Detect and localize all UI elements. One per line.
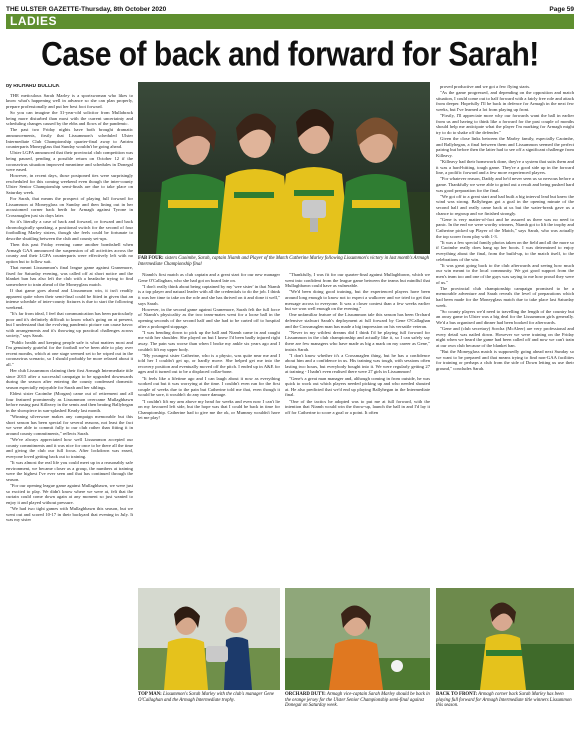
- paragraph: That meant Lissummon's final league game against Granemore, fixed for Saturday evening, was called off at short notice and the blanket ban has also left the club with a headache trying to find somewhere to train ahead of the Moneyglass match.: [6, 265, 133, 287]
- paragraph: "So county players we'd need to travelling the length of the country but an away game in Ulster was a big deal for the Lissummon girls generally. We'd a bus organised and dinner had been booked for afterwards.: [436, 308, 574, 325]
- caption-text: Armagh vice-captain Sarah Marley should be back in the orange jersey for the Ulster Senior Championship semi-final against Donegal on Saturday week.: [285, 692, 430, 709]
- paragraph: However, in recent days, those postponed ties were surprisingly rescheduled for this coming weekend even though the inter-county Ulster Senior Championship semi-finals are due to take place on Saturday week.: [6, 173, 133, 196]
- article-column-3: [285, 272, 430, 582]
- paragraph: Niamh's first match as club captain and a great start for our new manager Gene O'Callaghan, who she had got on board late on.: [138, 272, 280, 283]
- paragraph: "Firstly, I'll appreciate more why our forwards want the ball in earlier from us and having to think like a forward for the past couple of months should help me anticipate what the player I'm marking for Armagh might try to do to shake off the defender.": [436, 113, 574, 135]
- paragraph: One unfamiliar feature of the Lissummon tale this season has been Orchard defensive stalwart Sarah's deployment at full forward by Gene O'Callaghan and the Crossmaglen man has made a big impression on his versatile veteran.: [285, 312, 430, 329]
- paragraph: "We'd been doing good training, but the experienced players have been around long enough to know not to expect a walkover and we tried to get that message across to everyone. It was a closer contest than a few weeks earlier but we won well enough on the evening.": [285, 289, 430, 312]
- photo-back-to-front: [436, 588, 574, 690]
- page-number: Page 59: [549, 5, 574, 13]
- photo-top-man: [138, 588, 280, 690]
- paragraph: "But the Moneyglass match is supposedly going ahead next Sunday so we want to be prepared and that means trying to find non-GAA facilities for training or perhaps a club from the side of Down letting us use their ground," concludes Sarah.: [436, 349, 574, 371]
- paragraph: "We had two tight games with Mullaghbawn this season, but we went out and scored 10-17 in their backyard that evening in July. It was my sister: [6, 506, 133, 523]
- paragraph: However, in the second game against Granemore, Sarah felt the full force of Niamh's physicality as the two team-mates went for a loose ball in the opening seconds of the second half and she had to be carted off to hospital after a prolonged stoppage.: [138, 306, 280, 329]
- paragraph: "We got off to a great start and had built a big interval lead but knew the wind was strong. Ballyhegan got a goal in the opening minute of the second half and really came back at us but the water-break gave us a chance to regroup and we finished strongly.: [436, 193, 574, 216]
- paragraph: "Killeavy had their homework done, they're a system that suits them and it was a hard-hitting, tough game. They're a good side up in the forward line, a prolific forward and a few more experienced players.: [436, 159, 574, 176]
- paragraph: The past two Friday nights have both brought dramatic announcements, firstly that Lissummon's scheduled Ulster Intermediate Club Championship quarter-final away to Antrim counterparts Moneyglass that Sunday wouldn't be going ahead.: [6, 127, 133, 150]
- paragraph: So you can imagine the 31-year-old solicitor from Mullabrack being more disturbed than most with the current uncertainty and scheduling changes caused by the ebbs and flows of the pandemic.: [6, 109, 133, 127]
- paragraph: Given the close links between the Marley family, especially Caoimhe, and Ballyhegan, a final between them and Lissummon seemed the perfect pairing but before then the latter had to see off a significant challenge from Killeavy.: [436, 136, 574, 158]
- caption-label: FAB FOUR:: [138, 256, 164, 261]
- paragraph: proved productive and we got a few flying starts.: [440, 84, 531, 89]
- paragraph: For Sarah, that means the prospect of playing full forward for Lissummon at Moneyglass on Sunday and then lining out in her accustomed corner back berth for Armagh against Tyrone in Crossmaglen just six days later.: [6, 196, 133, 219]
- col4-body: [436, 84, 574, 371]
- paragraph: The provincial club championship campaign promised to be a memorable adventure and Sarah reveals the level of preparations which had been made for the Moneyglass match due to take place last Saturday week.: [436, 285, 574, 308]
- caption-text: sisters Caoimhe, Sarah, captain Niamh and Player of the Match Catherine Marley following Lissummon's victory in last month's Armagh Intermediate Championship final: [138, 256, 430, 267]
- caption-label: BACK TO FRONT:: [436, 692, 478, 697]
- paragraph: "It's far from ideal, I feel that communication has been particularly poor and it's definitely difficult to know what's going on at present, but I understand that the evolving pandemic picture can cause havoc with arrangements and it's throwing up practical challenges across society," says Sarah.: [6, 311, 133, 339]
- paragraph: If that game goes ahead and Lissummon win, it isn't readily apparent quite when their semi-final could be fitted in given that an intense schedule of inter-county fixtures is due to start the following weekend.: [6, 288, 133, 310]
- caption-text: Armagh corner back Sarah Marley has been playing full forward for Armagh Intermediate title winners Lissummon this season.: [436, 692, 572, 709]
- byline: by RICHARD BULLICK: [6, 84, 60, 89]
- paragraph: "My youngest sister Catherine, who is a physio, was quite near me and I told her I couldn't get up, or hardly move. She helped get me into the recovery position and eventually moved off the pitch. I ended up in A&E for ages and it turned out to be a displaced collar-bone.: [138, 352, 280, 375]
- paragraph: "I couldn't lift my arm above my head for weeks and even now I can't lie on my favoured left side, but the hope was that I could be back in time for Championship. Catherine had to give me the ok, or Mummy wouldn't have let me play!: [138, 398, 280, 421]
- paragraph: "One of the tactics he adopted was to put me at full forward, with the intention that Niamh would win the throw-up, launch the ball in and I'd lay it off for Catherine to score a goal or a point. It often: [285, 398, 430, 415]
- caption-label: TOP MAN:: [138, 692, 162, 697]
- article-column-1: [6, 84, 133, 733]
- caption-back-to-front: [436, 692, 574, 709]
- paragraph: Ulster LGFA announced that their provincial club competition was being paused, pending a possible return on October 12 if the coronavirus situation improved meantime and schedules in Donegal were eased.: [6, 150, 133, 173]
- caption-orchard-duty: [285, 692, 430, 709]
- paragraph: "I was bending down to pick up the ball and Niamh came in and caught me with her shoulder. She played on but I knew I'd been badly injured right away. The pain was worse than when I broke my ankle six years ago and I couldn't lift my upper body.: [138, 329, 280, 352]
- paragraph: "Never in my wildest dreams did I think I'd be playing full forward for Lissummon in the club championship and actually like it, so I can safely say there are few managers who have made as big a mark on my career as Gene," insists Sarah.: [285, 329, 430, 352]
- paragraph: "Gene's a great man manager and, although coming in from outside, he was quick to work out which players needed picking up and who needed shouted at. He also predicted that we'd end up playing Ballyhegan in the Intermediate final.: [285, 375, 430, 398]
- paragraph: "Gene is very matter-of-fact and he assured us there was no need to panic. In the end we were worthy winners, Niamh got to lift the trophy and Catherine picked up Player of the Match," says Sarah, who was actually the top scorer from play with 1-3.: [436, 216, 574, 239]
- paper-date: THE ULSTER GAZETTE-Thursday, 8th October 2020: [6, 5, 167, 13]
- col1-body: [6, 93, 133, 523]
- paragraph: "It was great going back to the club afterwards and seeing how much our win meant to the local community. We got good support from the men's team too and one of the guys was saying to me how proud they were of us.": [436, 262, 574, 285]
- main-photo-caption: [138, 256, 430, 267]
- paragraph: "For our opening league game against Mullaghbawn, we were just so excited to play. We didn't know where we were at, felt that the curtain could come down again at any moment so just wanted to enjoy it and played without pressure.: [6, 483, 133, 505]
- main-photo-four-sisters: [138, 82, 430, 254]
- paragraph: "It was a few special family photos taken on the field and all the more so if Caoimhe really does hang up her boots. I was determined to enjoy everything about the final, from the build-up, to the match itself, to the celebrations of the win.: [436, 239, 574, 262]
- photo-orchard-duty: [285, 588, 430, 690]
- paragraph: "Gene and (club secretary) Sorcha (McAleer) are very professional and every detail was nailed down. However we were training on the Friday night when we heard the game had been called off and now we can't train at our own club because of the blanket ban.: [436, 326, 574, 348]
- paragraph: Eldest sister Caoimhe (Morgan) came out of retirement and all four featured prominently as Lissummon overcame Mullaghbawn before easing past Killeavy in the semis and then beating Ballyhegan in the showpiece in sun-splashed Keady last month.: [6, 391, 133, 413]
- paragraph: "It was almost the real life you could meet up in a reasonably safe environment, we became closer as a group, the numbers at training were the highest I've ever seen and that has continued through the season.: [6, 460, 133, 482]
- paragraph: "Winning silverware makes any campaign memorable but this short season has been special for several reasons, not least the fact we were able to commit fully to our club rather than fitting it in around county commitments," reflects Sarah.: [6, 414, 133, 436]
- col3-body: [285, 272, 430, 415]
- col2-body: [138, 272, 280, 421]
- paragraph: Then this past Friday evening came another bombshell when Armagh GAA announced the suspension of all activities across the county and their LGFA counterparts were effectively left with no option but to follow suit.: [6, 242, 133, 264]
- paragraph: "For whatever reason, Daddy and he'd never seen us so nervous before a game. Thankfully we were able to grind out a result and being pushed hard was good preparation for the final.: [436, 176, 574, 193]
- caption-text: Lissummon's Sarah Marley with the club's manager Gene O'Callaghan and the Armagh Intermediate trophy.: [138, 692, 274, 703]
- paragraph: "I don't know whether it's a Crossmaglen thing, but he has a confidence about him and a confidence in us. His training was tough, with sessions often lasting two hours, but everybody bought into it. We were regularly getting 27 at training - I hadn't even realised there were 27 girls in Lissummon!: [285, 352, 430, 375]
- paragraph: "I don't really think about being captained by my 'wee sister' in that Niamh is a top player and natural leader with all the credentials to do the job. I think it was her time to take on the role and she has thrived on it and done it well," says Sarah.: [138, 283, 280, 306]
- article-column-2: [138, 272, 280, 582]
- paragraph: "It feels like a lifetime ago and I can laugh about it now as everything worked out but it was worrying at the time. I couldn't even run for the first couple of weeks due to the pain but Catherine told me that, even though it would be sore, it wouldn't do any more damage.: [138, 375, 280, 398]
- paragraph: "We've always appreciated how well Lissummon accepted our county commitments and it was nice for once to be there all the time and giving the club our full focus. After lockdown was eased, everyone loved getting back out to training.: [6, 437, 133, 459]
- article-column-4: [436, 84, 574, 582]
- paragraph: THE meticulous Sarah Marley is a sportswoman who likes to know what's happening well in advance so she can plan properly, prepare professionally and put her best foot forward.: [6, 92, 133, 109]
- headline: Case of back and forward for Sarah!: [41, 35, 539, 74]
- paragraph: "Thankfully, I was fit for our quarter-final against Mullaghbawn, which we went into confident from the league game between the teams but mindful that Mullaghbawn could have as vulnerable.: [285, 272, 430, 289]
- paragraph: "Public health and keeping people safe is what matters most and I'm genuinely grateful for the football we've been able to play over recent months, which at one stage seemed set to be wiped out in the coronavirus scenario, so I should probably be more relaxed about it all.": [6, 339, 133, 368]
- paragraph: "As the game progressed, and depending on the opposition and match situation, I could come out to half forward with a fairly free role and attack from deeper. Hopefully I'll be back in defence for Armagh in the next few weeks, but I've learned a lot from playing up front.: [436, 90, 574, 112]
- paragraph: So it's literally a case of back and forward, or forward and back chronologically speaking, a positional switch for the second of four footballing Marley sisters, though she feels could be fortunate to describe shuttling between the club and county set-ups.: [6, 219, 133, 241]
- paragraph: Her club Lissummon claiming their first Armagh Intermediate title since 2015 after a successful campaign to be upgraded downwards during the season after entering the county condensed domestic season especially enjoyable for Sarah and her siblings.: [6, 368, 133, 390]
- caption-label: ORCHARD DUTY:: [285, 692, 326, 697]
- section-banner: LADIES: [6, 14, 574, 29]
- caption-top-man: [138, 692, 280, 703]
